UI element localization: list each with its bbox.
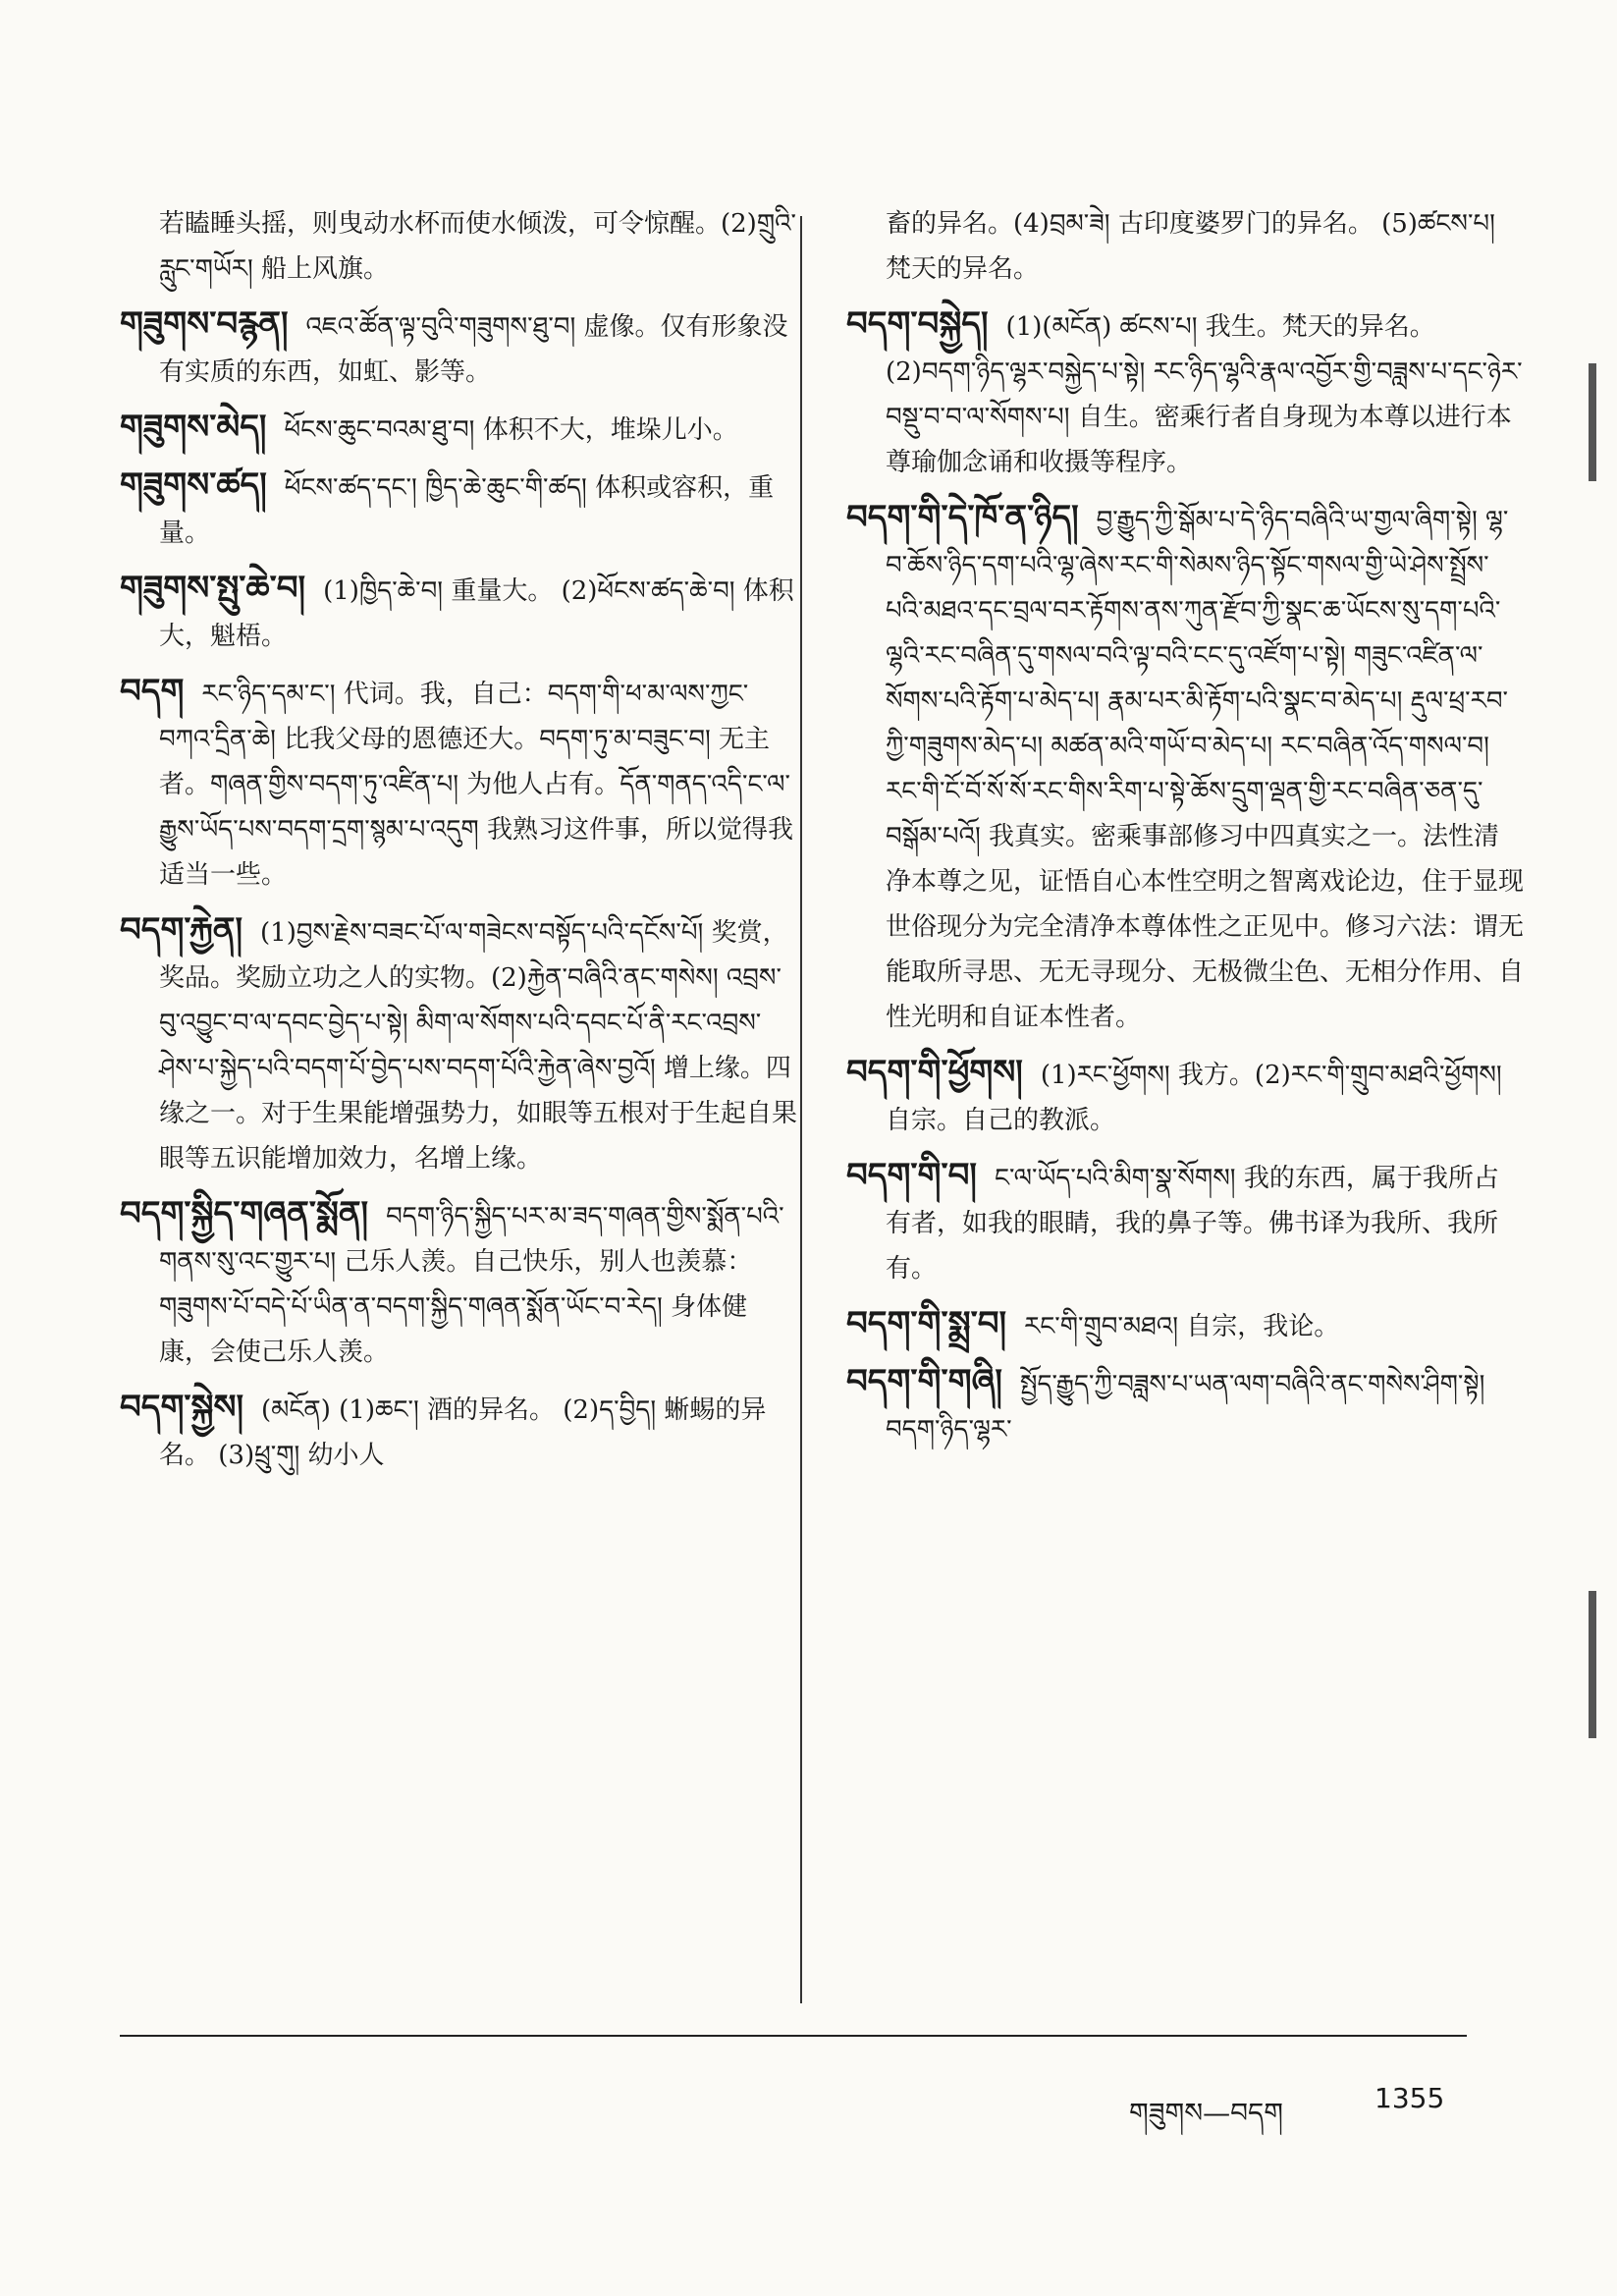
entry-headword: གཟུགས་ཚད། — [120, 465, 267, 505]
dictionary-entry — [120, 1191, 797, 1375]
entry-headword: བདག་སྐྱེས། — [120, 1388, 244, 1427]
dictionary-entry — [120, 301, 797, 395]
dictionary-entry — [846, 495, 1524, 1040]
dictionary-entry — [120, 463, 797, 556]
entry-definition: སྤྱོད་རྒྱུད་ཀྱི་བཟླས་པ་ཡན་ལག་བཞིའི་ནང་གསེས་ཤིག་སྟེ། བདག་ཉིད་ལྷར་ — [886, 1370, 1485, 1445]
dictionary-entry — [120, 566, 797, 659]
footer-rule — [120, 2035, 1467, 2037]
dictionary-entry — [120, 907, 797, 1181]
dictionary-entry — [846, 1301, 1524, 1349]
dictionary-entry — [846, 1050, 1524, 1143]
entry-headword: བདག་སྐྱིད་གཞན་སྨོན། — [120, 1194, 369, 1233]
scan-edge-mark — [1589, 1591, 1596, 1738]
entry-headword: བདག་རྐྱེན། — [120, 910, 243, 950]
entry-headword: གཟུགས་བརྙན། — [120, 304, 289, 344]
dictionary-entry — [120, 669, 797, 898]
entry-definition: བདག་ཉིད་སྐྱིད་པར་མ་ཟད་གཞན་གྱིས་སྨོན་པའི་གནས་སུ་འང་གྱུར་པ། 己乐人羡。自己快乐，别人也羡慕：གཟུགས་པོ་བདེ་པོ་ཡིན་ན་བདག་སྐྱིད་གཞན་སྨོན་ཡོང་བ་རེད། 身体健康，会使己乐人羡。 — [159, 1202, 784, 1367]
entry-definition: བྱ་རྒྱུད་ཀྱི་སྒོམ་པ་དེ་ཉིད་བཞིའི་ཡ་གྱལ་ཞིག་སྟེ། ལྷ་བ་ཆོས་ཉིད་དག་པའི་ལྷ་ཞེས་རང་གི་སེམས་ཉིད་སྟོང་གསལ་གྱི་ཡེ་ཤེས་སྤྲོས་པའི་མཐའ་དང་བྲལ་བར་རྟོགས་ནས་ཀུན་རྫོབ་ཀྱི་སྣང་ཆ་ཡོངས་སུ་དག་པའི་ལྷའི་རང་བཞིན་དུ་གསལ་བའི་ལྟ་བའི་ངང་དུ་འཛོག་པ་སྟེ། གཟུང་འཛིན་ལ་སོགས་པའི་རྟོག་པ་མེད་པ། རྣམ་པར་མི་རྟོག་པའི་སྣང་བ་མེད་པ། རྡུལ་ཕྲ་རབ་ཀྱི་གཟུགས་མེད་པ། མཚན་མའི་གཡོ་བ་མེད་པ། རང་བཞིན་འོད་གསལ་བ། རང་གི་ངོ་བོ་སོ་སོ་རང་གིས་རིག་པ་སྟེ་ཆོས་དྲུག་ལྡན་གྱི་རང་བཞིན་ཅན་དུ་བསྒོམ་པའོ། 我真实。密乘事部修习中四真实之一。法性清净本尊之见，证悟自心本性空明之智离戏论边，住于显现世俗现分为完全清净本尊体性之正见中。修习六法：谓无能取所寻思、无无寻现分、无极微尘色、无相分作用、自性光明和自证本性者。 — [886, 506, 1525, 1032]
left-column — [120, 201, 797, 1488]
entry-headword: གཟུགས་མེད། — [120, 408, 267, 447]
entry-headword: གཟུགས་སྤུ་ཆེ་བ། — [120, 569, 306, 608]
dictionary-entry — [120, 1385, 797, 1478]
entry-definition: 若瞌睡头摇，则曳动水杯而使水倾泼，可令惊醒。(2)གྲུའི་རླུང་གཡོར། 船上风旗。 — [159, 209, 796, 284]
entry-definition: (1)(མངོན) ཚངས་པ། 我生。梵天的异名。 (2)བདག་ཉིད་ལྷར་བསྐྱེད་པ་སྟེ། རང་ཉིད་ལྷའི་རྣལ་འབྱོར་གྱི་བཟླས་པ་དང་ཉེར་བསྡུ་བ་བ་ལ་སོགས་པ། 自生。密乘行者自身现为本尊以进行本尊瑜伽念诵和收摄等程序。 — [886, 312, 1523, 477]
entry-headword: བདག་བསྐྱེད། — [846, 304, 989, 344]
entry-headword: བདག་གི་ཕྱོགས། — [846, 1053, 1023, 1092]
dictionary-entry — [120, 405, 797, 453]
dictionary-entry — [846, 201, 1524, 292]
entry-definition: ཕོངས་ཚད་དང་། ཁྱིད་ཆེ་ཆུང་གི་ཚད། 体积或容积，重量。 — [159, 473, 775, 548]
entry-headword: བདག་གི་དེ་ཁོ་ན་ཉིད། — [846, 498, 1079, 537]
dictionary-entry — [846, 1359, 1524, 1452]
entry-headword: བདག་གི་གཞི། — [846, 1362, 1002, 1401]
entry-definition: (མངོན) (1)ཆང་། 酒的异名。 (2)ད་བྱིད། 蜥蜴的异名。 (3)ཕྲུ་གུ། 幼小人 — [159, 1395, 767, 1470]
entry-definition: ང་ལ་ཡོད་པའི་མིག་སྣ་སོགས། 我的东西，属于我所占有者，如我的眼睛，我的鼻子等。佛书译为我所、我所有。 — [886, 1164, 1499, 1284]
column-divider — [800, 216, 802, 2003]
scan-edge-mark — [1589, 363, 1596, 481]
page-number: 1355 — [1374, 2082, 1445, 2114]
right-column — [846, 201, 1524, 1462]
dictionary-entry — [846, 301, 1524, 485]
dictionary-entry — [120, 201, 797, 292]
entry-definition: (1)རང་ཕྱོགས། 我方。(2)རང་གི་གྲུབ་མཐའི་ཕྱོགས། 自宗。自己的教派。 — [886, 1061, 1502, 1135]
entry-headword: བདག་གི་སྨྲ་བ། — [846, 1304, 1007, 1343]
entry-headword: བདག་གི་བ། — [846, 1156, 977, 1195]
entry-definition: ཕོངས་ཆུང་བའམ་ཐུ་བ། 体积不大，堆垛儿小。 — [284, 415, 738, 445]
entry-definition: (1)བྱས་རྗེས་བཟང་པོ་ལ་གཟེངས་བསྟོད་པའི་དངོས་པོ། 奖赏，奖品。奖励立功之人的实物。(2)རྐྱེན་བཞིའི་ནང་གསེས། འབྲས་བུ་འབྱུང་བ་ལ་དབང་བྱེད་པ་སྟེ། མིག་ལ་སོགས་པའི་དབང་པོ་ནི་རང་འབྲས་ཤེས་པ་སྐྱེད་པའི་བདག་པོ་བྱེད་པས་བདག་པོའི་རྐྱེན་ཞེས་བྱའོ། 增上缘。四缘之一。对于生果能增强势力，如眼等五根对于生起自果眼等五识能增加效力，名增上缘。 — [159, 918, 798, 1174]
entry-headword: བདག — [120, 672, 185, 711]
entry-definition: རང་གི་གྲུབ་མཐའ། 自宗，我论。 — [1024, 1312, 1340, 1341]
entry-definition: 畜的异名。(4)བྲམ་ཟེ། 古印度婆罗门的异名。 (5)ཚངས་པ། 梵天的异名。 — [886, 209, 1495, 284]
dictionary-entry — [846, 1153, 1524, 1291]
entry-definition: རང་ཉིད་དམ་ང་། 代词。我，自己：བདག་གི་ཕ་མ་ལས་ཀྱང་བཀའ་དྲིན་ཆེ། 比我父母的恩德还大。བདག་ཏུ་མ་བཟུང་བ། 无主者。གཞན་གྱིས་བདག་ཏུ་འཛིན་པ། 为他人占有。དོན་གནད་འདི་ང་ལ་རྒྱུས་ཡོད་པས་བདག་དྲག་སྙམ་པ་འདུག 我熟习这件事，所以觉得我适当一些。 — [159, 680, 793, 890]
entry-definition: (1)ཁྱིད་ཆེ་བ། 重量大。 (2)ཕོངས་ཚད་ཆེ་བ། 体积大，魁梧。 — [159, 576, 794, 651]
entry-definition: འཇའ་ཚོན་ལྟ་བུའི་གཟུགས་ཐུ་བ། 虚像。仅有形象没有实质的东西，如虹、影等。 — [159, 312, 788, 387]
running-head: གཟུགས—བདག — [1129, 2097, 1283, 2129]
